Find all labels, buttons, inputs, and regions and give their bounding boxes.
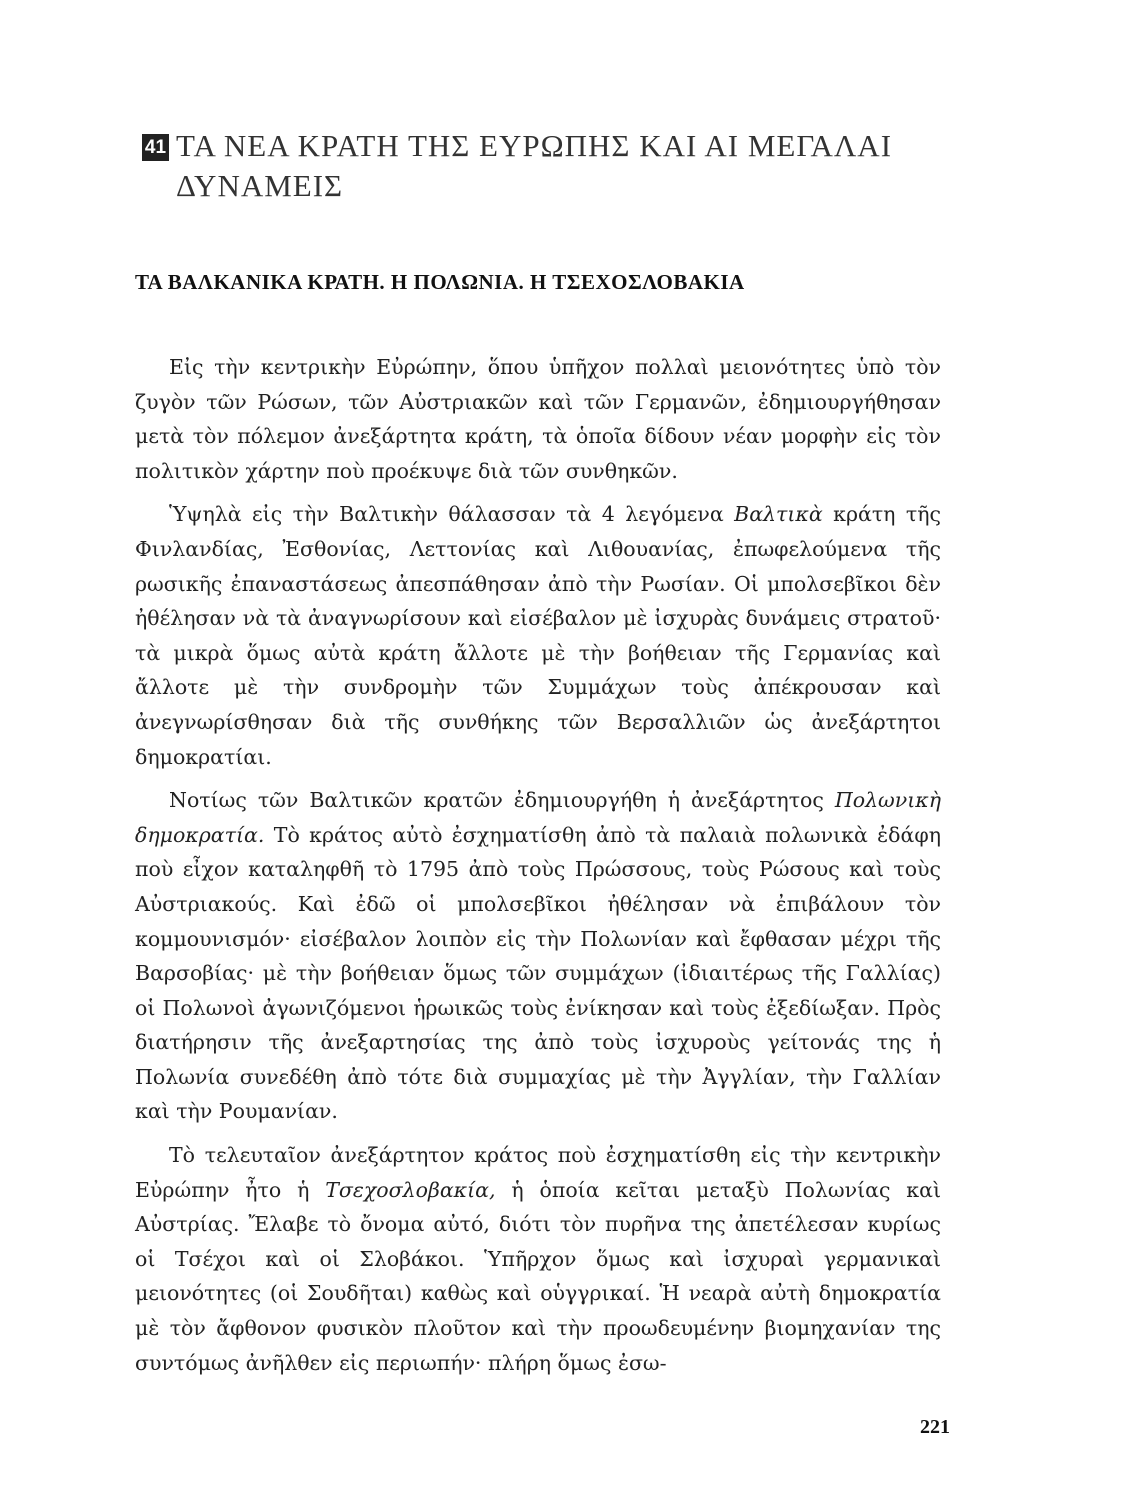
- paragraph-emphasis: Τσεχοσλοβακία,: [325, 1177, 496, 1202]
- paragraph-emphasis: Πολωνικὴ δημοκρατία.: [135, 788, 941, 847]
- paragraph-text: Ὑψηλὰ εἰς τὴν Βαλτικὴν θάλασσαν τὰ 4 λεγόμενα: [169, 502, 735, 527]
- body-text: [135, 350, 941, 1389]
- paragraph-text: Νοτίως τῶν Βαλτικῶν κρατῶν ἐδημιουργήθη ἡ ἀνεξάρτητος: [169, 788, 835, 813]
- paragraph-text: ἡ ὁποία κεῖται μεταξὺ Πολωνίας καὶ Αὐστρίας. Ἔλαβε τὸ ὄνομα αὐτό, διότι τὸν πυρῆνα της ἀπετέλεσαν κυρίως οἱ Τσέχοι καὶ οἱ Σλοβάκοι. Ὑπῆρχον ὅμως καὶ ἰσχυραὶ γερμανικαὶ μειονότητες (οἱ Σουδῆται) καθὼς καὶ οὑγγρικαί. Ἡ νεαρὰ αὐτὴ δημοκρατία μὲ τὸν ἄφθονον φυσικὸν πλοῦτον καὶ τὴν προωδευμένην βιομηχανίαν της συντόμως ἀνῆλθεν εἰς περιωπήν· πλήρη ὅμως ἐσω-: [135, 1177, 941, 1375]
- chapter-number-badge: 41: [142, 134, 169, 161]
- paragraph-emphasis: Βαλτικὰ: [734, 502, 823, 527]
- page-number: 221: [920, 1416, 950, 1438]
- paragraph: [135, 1138, 941, 1380]
- chapter-title: ΤΑ ΝΕΑ ΚΡΑΤΗ ΤΗΣ ΕΥΡΩΠΗΣ ΚΑΙ ΑΙ ΜΕΓΑΛΑΙ ΔΥΝΑΜΕΙΣ: [176, 128, 893, 203]
- paragraph-text: Τὸ τελευταῖον ἀνεξάρτητον κράτος ποὺ ἐσχηματίσθη εἰς τὴν κεντρικὴν Εὐρώπην ἦτο ἡ: [135, 1143, 941, 1202]
- paragraph-text: Εἰς τὴν κεντρικὴν Εὐρώπην, ὅπου ὑπῆχον πολλαὶ μειονότητες ὑπὸ τὸν ζυγὸν τῶν Ρώσων, τῶν Αὐστριακῶν καὶ τῶν Γερμανῶν, ἐδημιουργήθησαν μετὰ τὸν πόλεμον ἀνεξάρτητα κράτη, τὰ ὁποῖα δίδουν νέαν μορφὴν εἰς τὸν πολιτικὸν χάρτην ποὺ προέκυψε διὰ τῶν συνθηκῶν.: [135, 355, 941, 483]
- paragraph: [135, 497, 941, 774]
- paragraph: [135, 350, 941, 488]
- paragraph: [135, 783, 941, 1129]
- paragraph-text: κράτη τῆς Φινλανδίας, Ἐσθονίας, Λεττονίας καὶ Λιθουανίας, ἐπωφελούμενα τῆς ρωσικῆς ἐπαναστάσεως ἀπεσπάθησαν ἀπὸ τὴν Ρωσίαν. Οἱ μπολσεβῖκοι δὲν ἠθέλησαν νὰ τὰ ἀναγνωρίσουν καὶ εἰσέβαλον μὲ ἰσχυρὰς δυνάμεις στρατοῦ· τὰ μικρὰ ὅμως αὐτὰ κράτη ἄλλοτε μὲ τὴν βοήθειαν τῆς Γερμανίας καὶ ἄλλοτε μὲ τὴν συνδρομὴν τῶν Συμμάχων τοὺς ἀπέκρουσαν καὶ ἀνεγνωρίσθησαν διὰ τῆς συνθήκης τῶν Βερσαλλιῶν ὡς ἀνεξάρτητοι δημοκρατίαι.: [135, 502, 941, 769]
- section-heading: ΤΑ ΒΑΛΚΑΝΙΚΑ ΚΡΑΤΗ. Η ΠΟΛΩΝΙΑ. Η ΤΣΕΧΟΣΛΟΒΑΚΙΑ: [135, 270, 745, 294]
- paragraph-text: Τὸ κράτος αὐτὸ ἐσχηματίσθη ἀπὸ τὰ παλαιὰ πολωνικὰ ἐδάφη ποὺ εἶχον καταληφθῆ τὸ 1795 ἀπὸ τοὺς Πρώσσους, τοὺς Ρώσους καὶ τοὺς Αὐστριακούς. Καὶ ἐδῶ οἱ μπολσεβῖκοι ἠθέλησαν νὰ ἐπιβάλουν τὸν κομμουνισμόν· εἰσέβαλον λοιπὸν εἰς τὴν Πολωνίαν καὶ ἔφθασαν μέχρι τῆς Βαρσοβίας· μὲ τὴν βοήθειαν ὅμως τῶν συμμάχων (ἰδιαιτέρως τῆς Γαλλίας) οἱ Πολωνοὶ ἀγωνιζόμενοι ἡρωικῶς τοὺς ἐνίκησαν καὶ τοὺς ἐξεδίωξαν. Πρὸς διατήρησιν τῆς ἀνεξαρτησίας της ἀπὸ τοὺς ἰσχυροὺς γείτονάς της ἡ Πολωνία συνεδέθη ἀπὸ τότε διὰ συμμαχίας μὲ τὴν Ἀγγλίαν, τὴν Γαλλίαν καὶ τὴν Ρουμανίαν.: [135, 822, 941, 1124]
